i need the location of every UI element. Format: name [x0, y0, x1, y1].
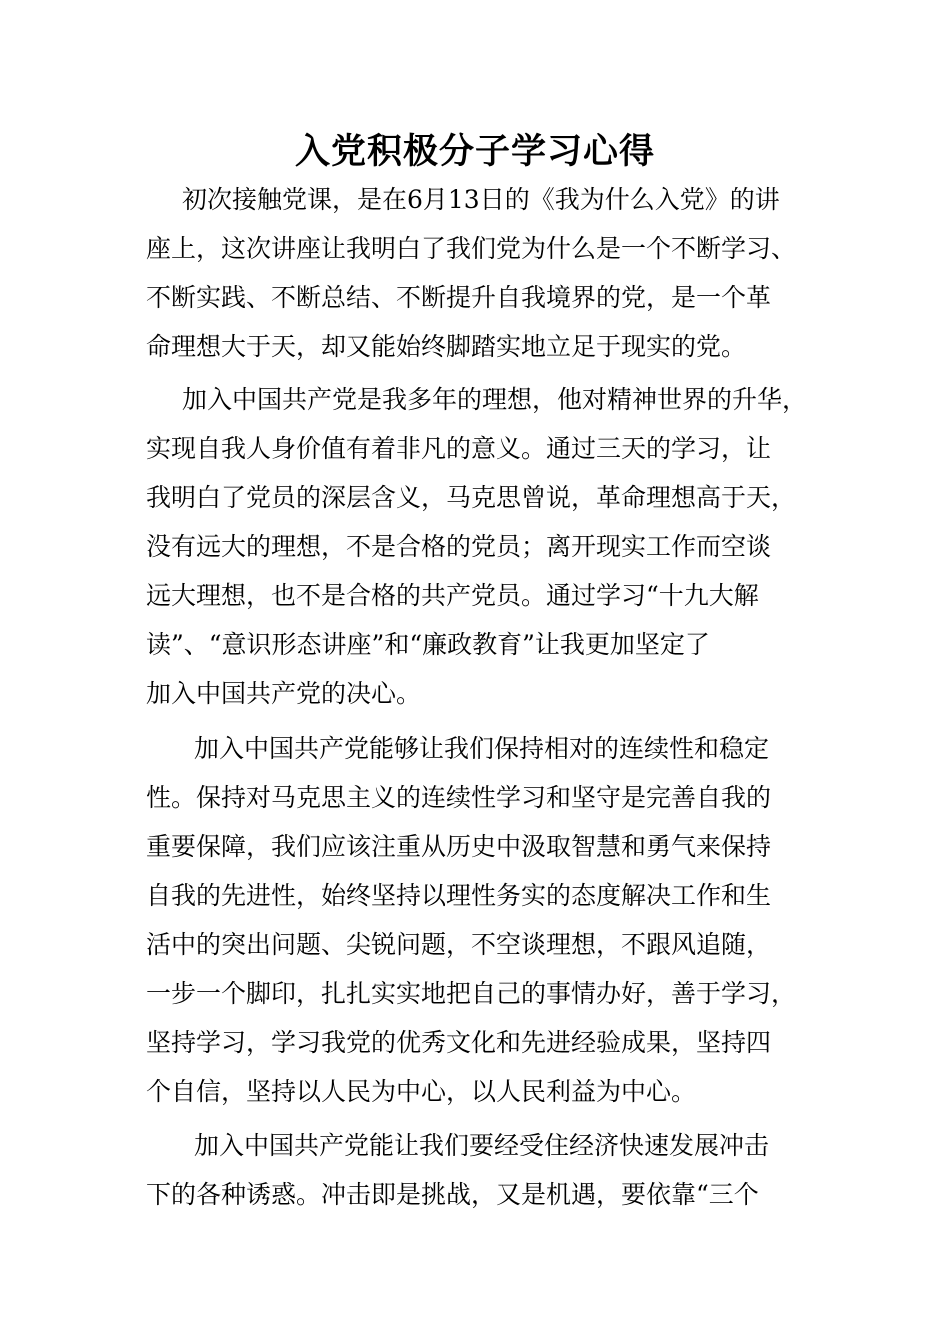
paragraph-line: 读”、“意识形态讲座”和“廉政教育”让我更加坚定了: [146, 630, 710, 659]
paragraph-line: 加入中国共产党的决心。: [146, 679, 422, 708]
paragraph-line: 个自信，坚持以人民为中心，以人民利益为中心。: [146, 1077, 697, 1106]
paragraph-line: 活中的突出问题、尖锐问题，不空谈理想，不跟风追随，: [146, 930, 772, 959]
paragraph-line: 没有远大的理想，不是合格的党员；离开现实工作而空谈: [146, 532, 772, 561]
paragraph-line: 座上，这次讲座让我明白了我们党为什么是一个不断学习、: [146, 234, 797, 263]
paragraph-line: 实现自我人身价值有着非凡的意义。通过三天的学习，让: [146, 434, 772, 463]
paragraph-line: 加入中国共产党是我多年的理想，他对精神世界的升华，: [182, 385, 808, 414]
document-title: 入党积极分子学习心得: [294, 131, 655, 172]
paragraph-line: 性。保持对马克思主义的连续性学习和坚守是完善自我的: [146, 783, 772, 812]
paragraph-line: 命理想大于天，却又能始终脚踏实地立足于现实的党。: [146, 332, 747, 361]
paragraph-line: 自我的先进性，始终坚持以理性务实的态度解决工作和生: [146, 881, 772, 910]
paragraph-line: 一步一个脚印，扎扎实实地把自己的事情办好，善于学习，: [146, 979, 797, 1008]
paragraph-line: 我明白了党员的深层含义，马克思曾说，革命理想高于天，: [146, 483, 797, 512]
paragraph-line: 不断实践、不断总结、不断提升自我境界的党，是一个革: [146, 283, 772, 312]
paragraph-line: 坚持学习，学习我党的优秀文化和先进经验成果，坚持四: [146, 1028, 772, 1057]
paragraph-line: 初次接触党课，是在6月13日的《我为什么入党》的讲: [182, 185, 780, 214]
paragraph-line: 加入中国共产党能让我们要经受住经济快速发展冲击: [194, 1131, 770, 1160]
paragraph-line: 重要保障，我们应该注重从历史中汲取智慧和勇气来保持: [146, 832, 772, 861]
paragraph-line: 远大理想，也不是合格的共产党员。通过学习“十九大解: [146, 581, 759, 610]
paragraph-line: 下的各种诱惑。冲击即是挑战，又是机遇，要依靠“三个: [146, 1180, 759, 1209]
paragraph-line: 加入中国共产党能够让我们保持相对的连续性和稳定: [194, 734, 770, 763]
